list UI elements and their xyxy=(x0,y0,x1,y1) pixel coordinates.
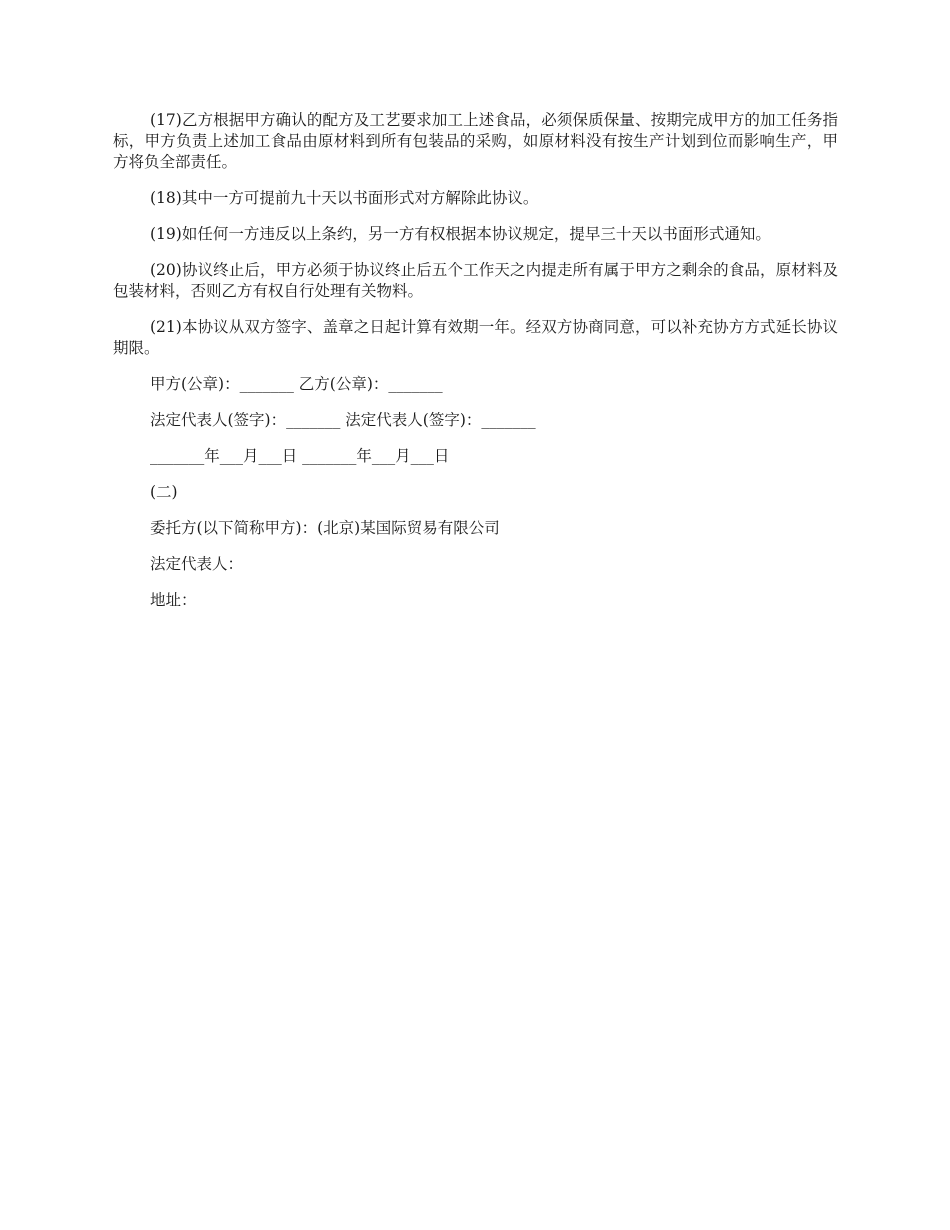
section-2-heading: (二) xyxy=(150,483,178,501)
clause-19: (19)如任何一方违反以上条约，另一方有权根据本协议规定，提早三十天以书面形式通知。 xyxy=(150,225,771,243)
legal-representative-line: 法定代表人： xyxy=(150,555,244,573)
client-line: 委托方(以下简称甲方)：(北京)某国际贸易有限公司 xyxy=(150,519,500,537)
contract-page xyxy=(113,110,838,626)
clause-21: (21)本协议从双方签字、盖章之日起计算有效期一年。经双方协商同意，可以补充协方方式延长协议期限。 xyxy=(113,318,838,357)
clause-17: (17)乙方根据甲方确认的配方及工艺要求加工上述食品，必须保质保量、按期完成甲方的加工任务指标，甲方负责上述加工食品由原材料到所有包装品的采购，如原材料没有按生产计划到位而影响生产，甲方将负全部责任。 xyxy=(113,111,838,171)
representative-signature-line: 法定代表人(签字)：_______ 法定代表人(签字)：_______ xyxy=(150,411,536,429)
clause-18: (18)其中一方可提前九十天以书面形式对方解除此协议。 xyxy=(150,189,539,207)
date-line: _______年___月___日 _______年___月___日 xyxy=(150,447,450,465)
clause-20: (20)协议终止后，甲方必须于协议终止后五个工作天之内提走所有属于甲方之剩余的食品，原材料及包装材料，否则乙方有权自行处理有关物料。 xyxy=(113,261,838,300)
seal-signature-line: 甲方(公章)：_______ 乙方(公章)：_______ xyxy=(150,375,443,393)
address-line: 地址： xyxy=(150,591,197,609)
